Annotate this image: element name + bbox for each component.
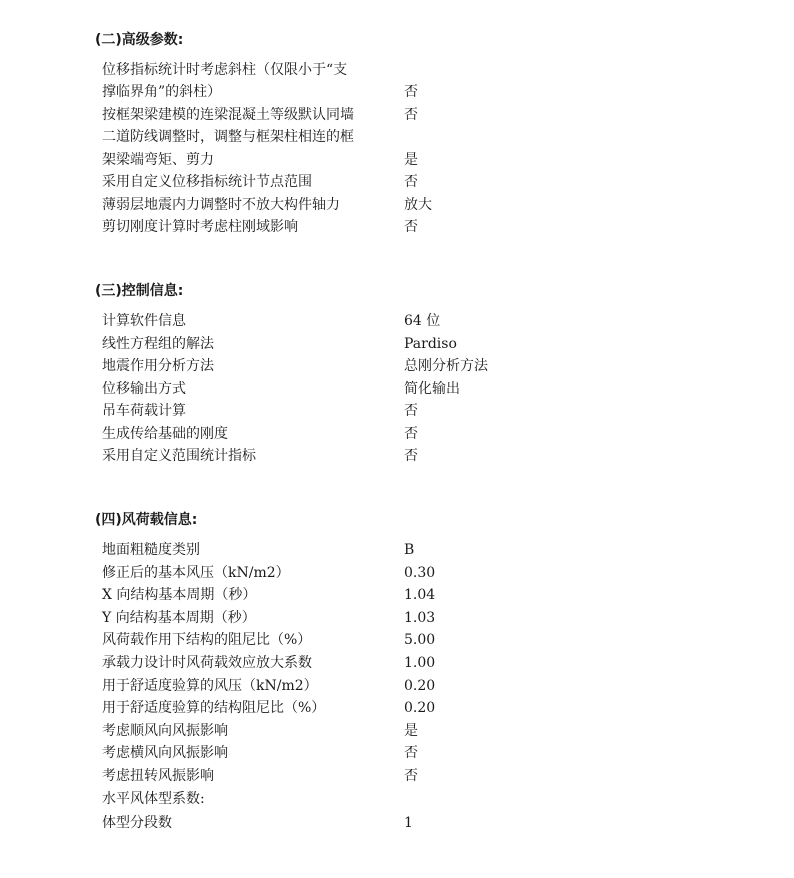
param-label: 用于舒适度验算的结构阻尼比（%） xyxy=(102,700,326,716)
param-value: 否 xyxy=(404,84,418,100)
param-row xyxy=(0,333,794,355)
param-row xyxy=(0,310,794,332)
param-row xyxy=(0,216,794,238)
param-value: 5.00 xyxy=(404,632,436,648)
param-row xyxy=(0,104,794,126)
param-row xyxy=(0,194,794,216)
param-value: 0.20 xyxy=(404,678,436,694)
param-row xyxy=(0,171,794,193)
param-label: 体型分段数 xyxy=(102,815,172,831)
param-value: 否 xyxy=(404,403,418,419)
param-row xyxy=(0,652,794,674)
param-row xyxy=(0,607,794,629)
param-label: 承载力设计时风荷载效应放大系数 xyxy=(102,655,312,671)
param-label: Y 向结构基本周期（秒） xyxy=(102,610,256,626)
param-label: 二道防线调整时，调整与框架柱相连的框 xyxy=(102,129,354,145)
param-row xyxy=(0,675,794,697)
param-label: 采用自定义范围统计指标 xyxy=(102,448,256,464)
param-row xyxy=(0,562,794,584)
param-value: 简化输出 xyxy=(404,381,460,397)
param-label: 生成传给基础的刚度 xyxy=(102,426,228,442)
param-label: 地面粗糙度类别 xyxy=(102,542,200,558)
param-label: 薄弱层地震内力调整时不放大构件轴力 xyxy=(102,197,340,213)
param-value: 否 xyxy=(404,219,418,235)
param-row xyxy=(0,126,794,148)
param-label: 吊车荷载计算 xyxy=(102,403,186,419)
param-label: 考虑扭转风振影响 xyxy=(102,768,214,784)
param-value: 1.04 xyxy=(404,587,436,603)
param-label: 线性方程组的解法 xyxy=(102,336,214,352)
param-label: 位移输出方式 xyxy=(102,381,186,397)
param-row xyxy=(0,629,794,651)
param-label: 计算软件信息 xyxy=(102,313,186,329)
param-value: 否 xyxy=(404,745,418,761)
param-label: 地震作用分析方法 xyxy=(102,358,214,374)
param-row xyxy=(0,355,794,377)
param-label: 按框架梁建模的连梁混凝土等级默认同墙 xyxy=(102,107,354,123)
param-value: 0.30 xyxy=(404,565,436,581)
param-value: 否 xyxy=(404,174,418,190)
param-label: 风荷载作用下结构的阻尼比（%） xyxy=(102,632,312,648)
param-value: 1.00 xyxy=(404,655,436,671)
param-value: 1.03 xyxy=(404,610,436,626)
param-row xyxy=(0,445,794,467)
param-label: 用于舒适度验算的风压（kN/m2） xyxy=(102,678,318,694)
param-row xyxy=(0,423,794,445)
param-row xyxy=(0,788,794,810)
param-value: 否 xyxy=(404,107,418,123)
param-value: 否 xyxy=(404,448,418,464)
param-value: B xyxy=(404,542,415,558)
param-value: 是 xyxy=(404,152,418,168)
param-value: Pardiso xyxy=(404,336,457,352)
section-heading: (二)高级参数: xyxy=(95,32,184,48)
param-row xyxy=(0,81,794,103)
param-row xyxy=(0,765,794,787)
param-value: 否 xyxy=(404,426,418,442)
section-heading: (四)风荷载信息: xyxy=(95,512,198,528)
param-label: 撑临界角”的斜柱） xyxy=(102,84,222,100)
param-row xyxy=(0,697,794,719)
param-value: 0.20 xyxy=(404,700,436,716)
param-label: 位移指标统计时考虑斜柱（仅限小于“支 xyxy=(102,62,348,78)
param-row xyxy=(0,742,794,764)
param-row xyxy=(0,539,794,561)
param-row xyxy=(0,149,794,171)
param-label: 修正后的基本风压（kN/m2） xyxy=(102,565,290,581)
section-heading: (三)控制信息: xyxy=(95,283,184,299)
param-value: 1 xyxy=(404,815,413,831)
param-label: 考虑横风向风振影响 xyxy=(102,745,228,761)
param-label: 水平风体型系数: xyxy=(102,791,205,807)
param-row xyxy=(0,59,794,81)
param-row xyxy=(0,812,794,834)
param-label: 剪切刚度计算时考虑柱刚域影响 xyxy=(102,219,298,235)
param-value: 是 xyxy=(404,723,418,739)
param-label: 采用自定义位移指标统计节点范围 xyxy=(102,174,312,190)
param-label: X 向结构基本周期（秒） xyxy=(102,587,257,603)
param-row xyxy=(0,400,794,422)
param-row xyxy=(0,584,794,606)
param-label: 架梁端弯矩、剪力 xyxy=(102,152,214,168)
param-value: 64 位 xyxy=(404,313,441,329)
param-value: 总刚分析方法 xyxy=(404,358,488,374)
param-value: 否 xyxy=(404,768,418,784)
param-value: 放大 xyxy=(404,197,432,213)
param-label: 考虑顺风向风振影响 xyxy=(102,723,228,739)
param-row xyxy=(0,378,794,400)
param-row xyxy=(0,720,794,742)
